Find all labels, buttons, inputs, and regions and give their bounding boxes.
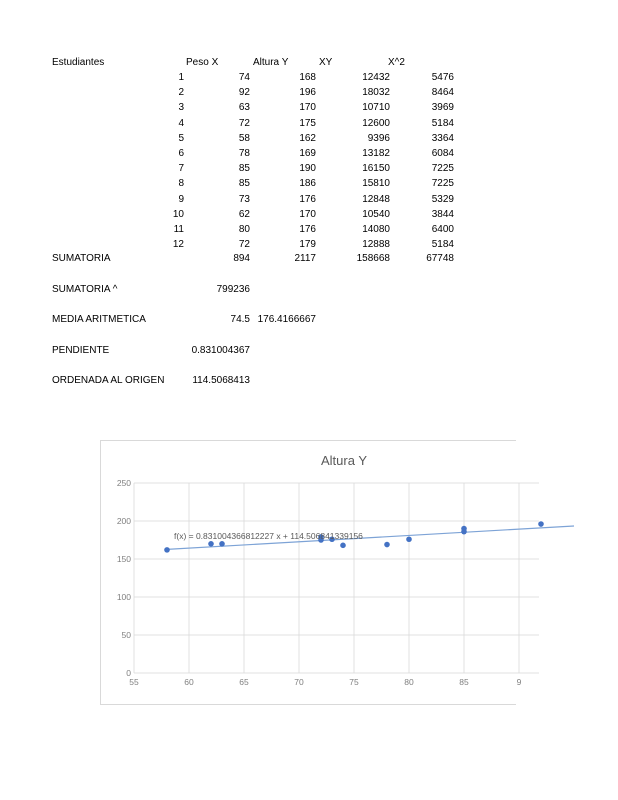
row-number: 11 [173, 224, 184, 235]
data-point [461, 529, 467, 535]
row-x2: 3844 [431, 208, 454, 220]
row-number: 4 [178, 117, 184, 129]
row-number: 1 [178, 72, 184, 83]
sumatoria-y: 2117 [294, 253, 316, 264]
chart-title: Altura Y [320, 453, 368, 468]
y-tick-label: 100 [116, 592, 131, 602]
row-xy: 16150 [362, 163, 390, 175]
row-number: 8 [178, 178, 184, 190]
row-peso: 63 [238, 102, 250, 114]
x-tick-label: 75 [349, 677, 359, 687]
row-peso: 73 [238, 193, 250, 205]
row-x2: 5329 [431, 193, 454, 205]
row-x2: 3364 [431, 132, 454, 144]
row-xy: 12848 [362, 193, 390, 205]
row-altura: 179 [299, 239, 316, 251]
x-tick-label: 60 [184, 677, 194, 687]
row-x2: 7225 [431, 163, 454, 175]
y-tick-label: 50 [121, 630, 131, 640]
sumatoria-x: 894 [233, 253, 250, 264]
row-peso: 62 [238, 208, 250, 220]
row-altura: 176 [299, 193, 316, 205]
row-xy: 13182 [362, 148, 390, 159]
row-altura: 186 [299, 178, 316, 190]
sumatoria-xy: 158668 [356, 253, 390, 264]
header-altura: Altura Y [253, 57, 289, 68]
row-altura: 190 [299, 163, 316, 175]
ordenada-label: ORDENADA AL ORIGEN [52, 375, 165, 386]
header-peso: Peso X [186, 57, 219, 68]
row-x2: 7225 [431, 178, 454, 190]
row-altura: 162 [299, 132, 316, 144]
row-number: 3 [178, 102, 184, 114]
media-x: 74.5 [230, 314, 250, 325]
x-tick-label: 55 [129, 677, 139, 687]
x-tick-label: 70 [294, 677, 304, 687]
header-xy: XY [319, 57, 333, 68]
data-point [384, 542, 390, 548]
chart-canvas [101, 441, 522, 704]
row-peso: 85 [238, 178, 250, 190]
row-altura: 170 [299, 102, 316, 114]
row-altura: 168 [299, 72, 316, 83]
data-point [406, 536, 412, 542]
x-tick-label: 85 [459, 677, 469, 687]
sumatoria-x2: 67748 [426, 253, 454, 264]
row-xy: 10540 [362, 208, 390, 220]
y-tick-label: 150 [116, 554, 131, 564]
row-xy: 9396 [367, 132, 390, 144]
row-xy: 14080 [362, 224, 390, 235]
row-altura: 196 [299, 87, 316, 99]
row-x2: 8464 [431, 87, 454, 99]
row-xy: 15810 [362, 178, 390, 190]
grid-lines [134, 483, 539, 673]
row-number: 7 [178, 163, 184, 175]
row-peso: 58 [238, 132, 250, 144]
row-x2: 6084 [431, 148, 454, 159]
sumatoria-sq-value: 799236 [216, 284, 250, 295]
row-altura: 169 [299, 148, 316, 159]
row-peso: 74 [238, 72, 250, 83]
media-y: 176.4166667 [257, 314, 316, 325]
pendiente-value: 0.831004367 [191, 345, 250, 356]
row-number: 10 [172, 208, 184, 220]
pendiente-label: PENDIENTE [52, 345, 110, 356]
row-number: 6 [178, 148, 184, 159]
data-point [219, 541, 225, 547]
row-x2: 5184 [431, 239, 454, 251]
row-number: 12 [172, 239, 184, 251]
ordenada-value: 114.5068413 [192, 375, 250, 386]
sumatoria-sq-label: SUMATORIA ^ [52, 284, 118, 295]
sumatoria-label: SUMATORIA [52, 253, 111, 264]
data-point [208, 541, 214, 547]
data-point [340, 543, 346, 549]
header-x2: X^2 [388, 57, 405, 68]
row-peso: 92 [238, 87, 250, 99]
row-number: 9 [178, 193, 184, 205]
scatter-chart[interactable] [100, 440, 522, 705]
row-altura: 176 [299, 224, 316, 235]
row-xy: 10710 [362, 102, 390, 114]
x-tick-label: 80 [404, 677, 414, 687]
header-students: Estudiantes [52, 57, 105, 68]
row-altura: 175 [299, 117, 316, 129]
data-point [164, 547, 170, 553]
row-xy: 12888 [362, 239, 390, 251]
row-x2: 3969 [431, 102, 454, 114]
media-label: MEDIA ARITMETICA [52, 314, 146, 325]
row-peso: 72 [238, 239, 250, 251]
row-number: 2 [178, 87, 184, 99]
row-x2: 5476 [431, 72, 454, 83]
row-xy: 12432 [362, 72, 390, 83]
row-peso: 80 [238, 224, 250, 235]
axis-ticks [117, 478, 522, 687]
row-xy: 12600 [362, 117, 390, 129]
row-altura: 170 [299, 208, 316, 220]
y-tick-label: 250 [116, 478, 131, 488]
y-tick-label: 0 [126, 668, 131, 678]
trendline-equation: f(x) = 0.831004366812227 x + 114.506841339156 [174, 531, 363, 541]
x-tick-label: 65 [239, 677, 249, 687]
row-peso: 78 [238, 148, 250, 159]
x-tick-label: 9 [516, 677, 522, 687]
row-xy: 18032 [362, 87, 390, 99]
data-point [538, 521, 544, 527]
y-tick-label: 200 [116, 516, 131, 526]
row-x2: 6400 [431, 224, 454, 235]
row-x2: 5184 [431, 117, 454, 129]
row-peso: 72 [238, 117, 250, 129]
row-peso: 85 [238, 163, 250, 175]
row-number: 5 [178, 132, 184, 144]
